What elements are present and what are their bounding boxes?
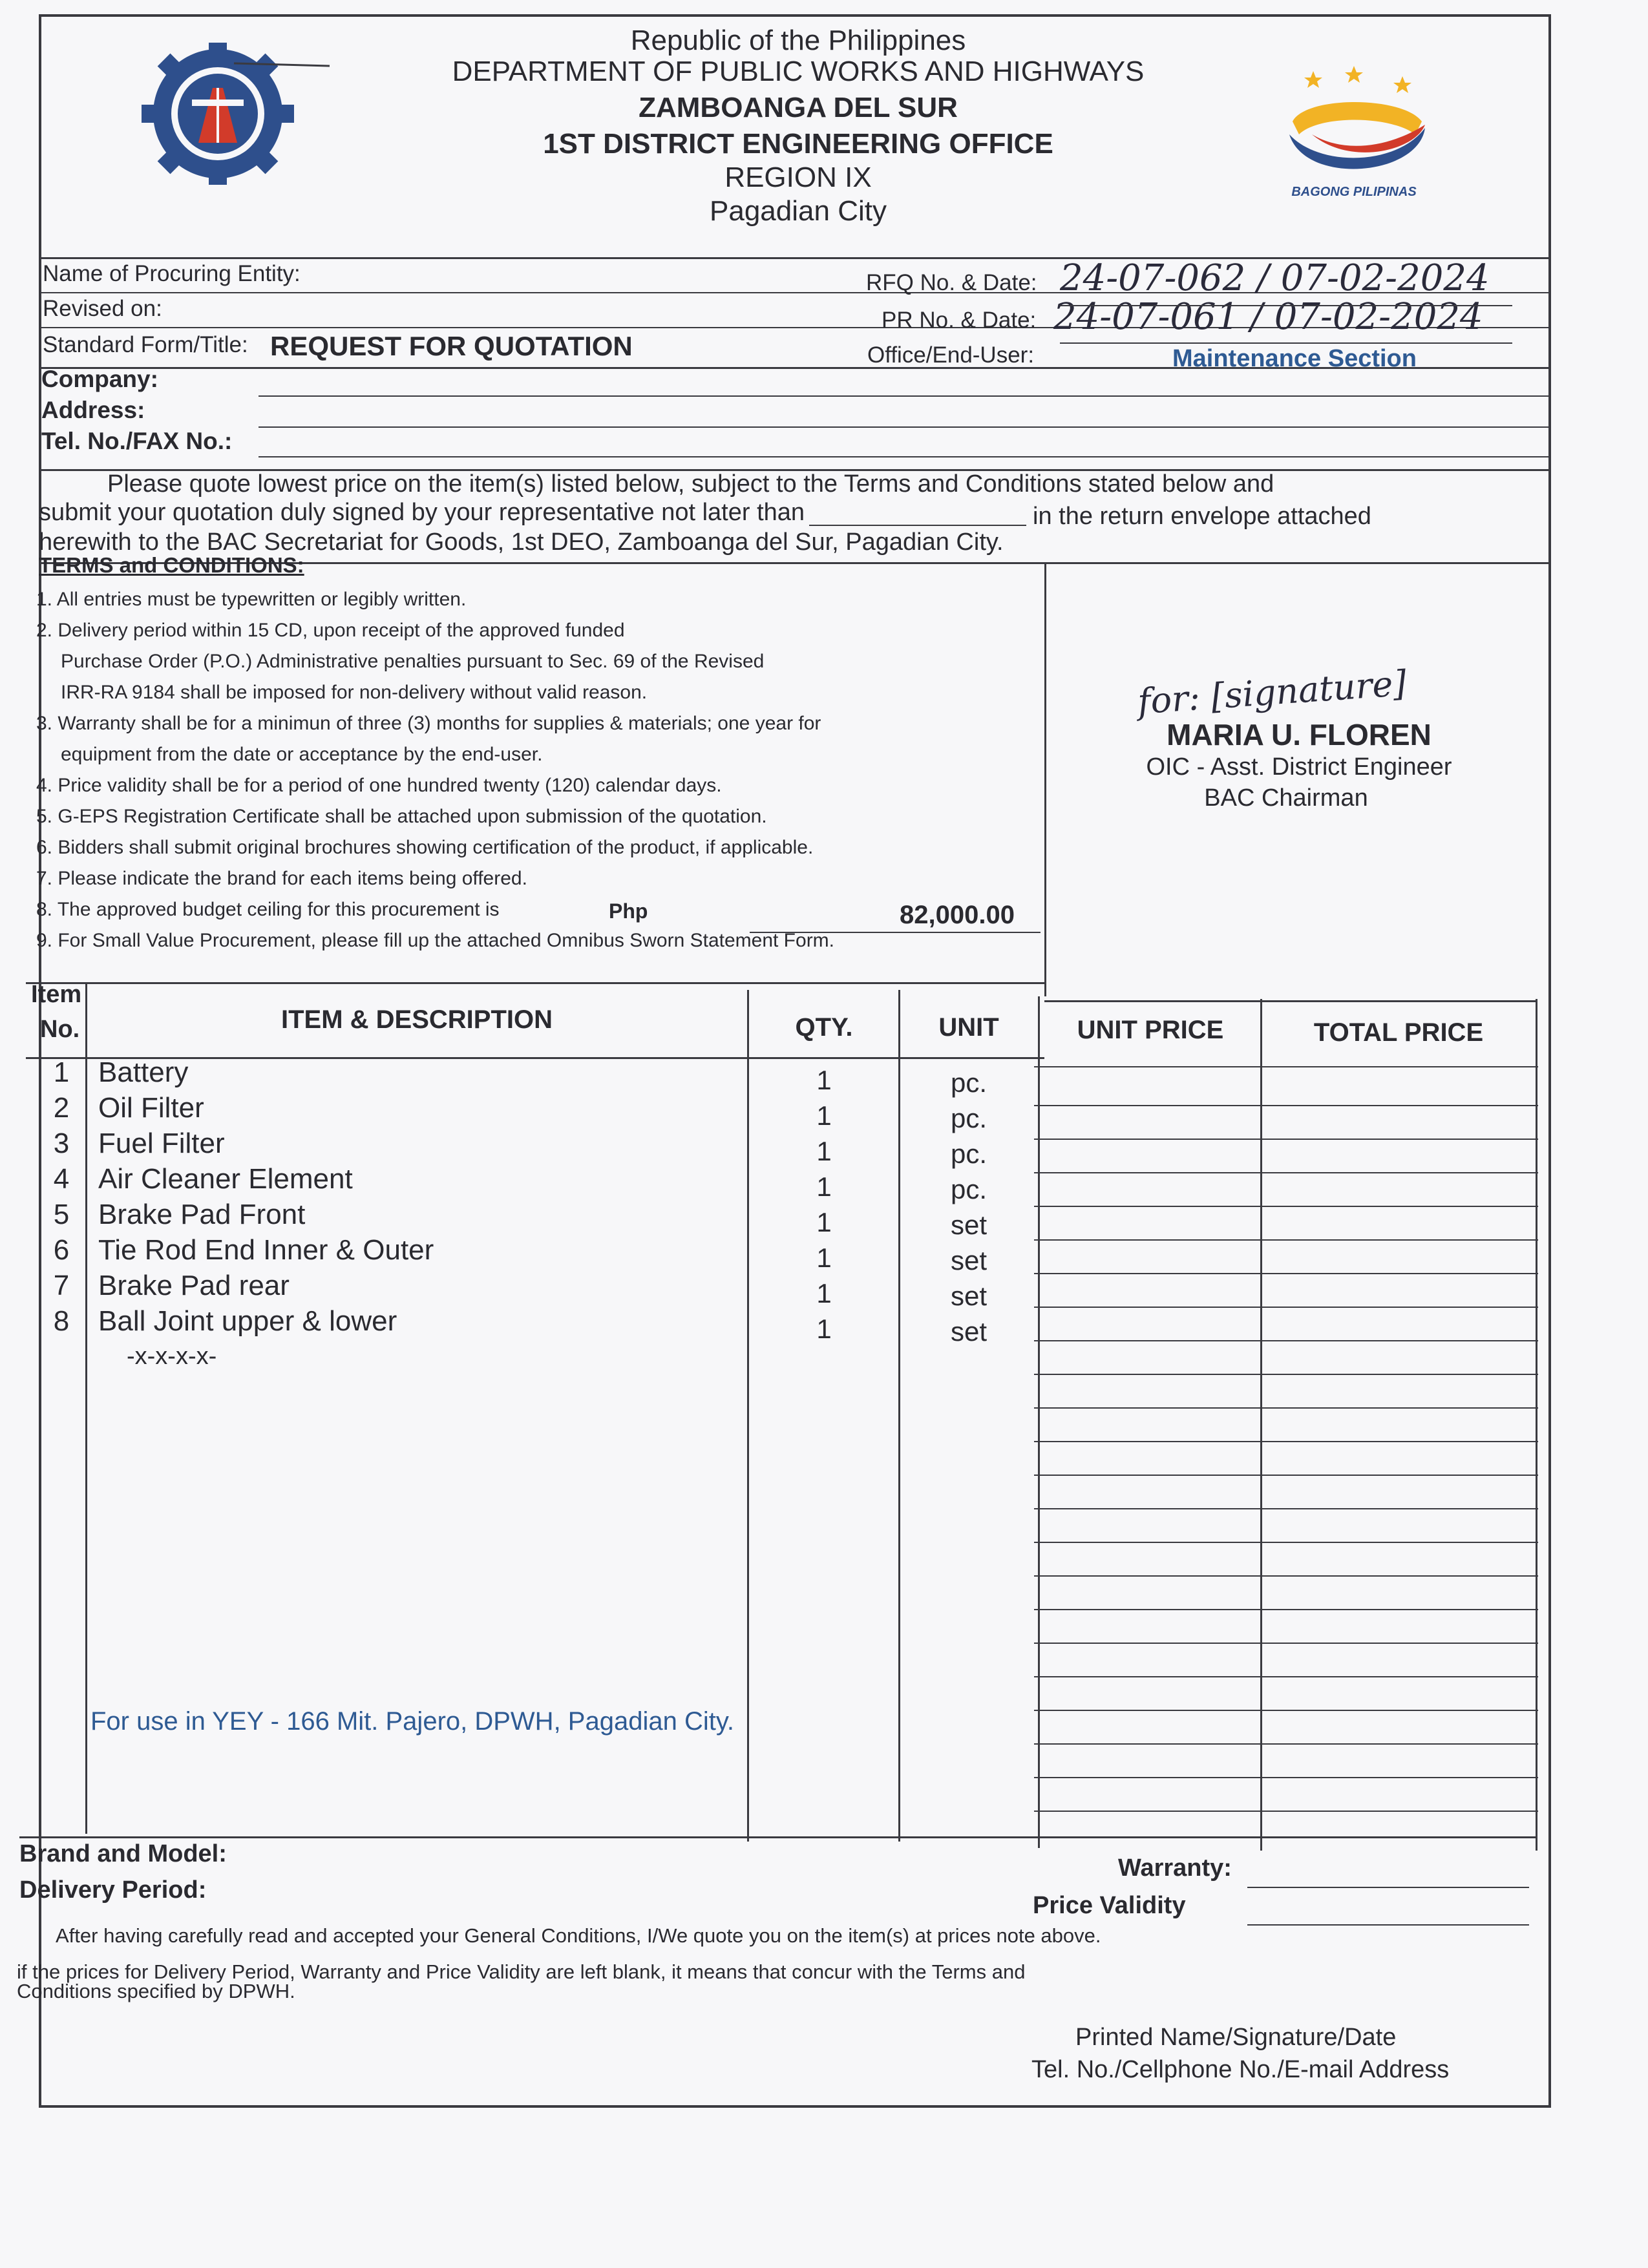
signatory-title-2: BAC Chairman	[1204, 784, 1368, 812]
table-row-description: Tie Rod End Inner & Outer	[98, 1234, 434, 1266]
table-row-qty: 1	[816, 1243, 832, 1273]
table-row-description: Battery	[98, 1056, 189, 1088]
warranty-label: Warranty:	[1118, 1854, 1232, 1882]
item-quantities	[750, 1062, 898, 1347]
table-row-qty: 1	[816, 1100, 832, 1131]
term-line: 6. Bidders shall submit original brochures showing certification of the product, if applicable.	[36, 837, 814, 858]
term-line: Purchase Order (P.O.) Administrative penalties pursuant to Sec. 69 of the Revised	[61, 651, 765, 672]
address-label: Address:	[41, 397, 145, 423]
header-city: Pagadian City	[710, 195, 887, 227]
table-row-no: 5	[53, 1199, 70, 1230]
table-row-no: 6	[53, 1234, 70, 1266]
item-numbers	[39, 1055, 84, 1339]
table-row-unit: set	[950, 1316, 988, 1347]
col-unit-header: UNIT	[938, 1013, 999, 1042]
table-row-unit: pc.	[950, 1067, 988, 1098]
budget-amount: 82,000.00	[900, 901, 1015, 929]
revised-on-label: Revised on:	[43, 296, 162, 321]
term-line: 3. Warranty shall be for a minimun of three (3) months for supplies & materials; one year for	[36, 713, 821, 734]
signatory-title-1: OIC - Asst. District Engineer	[1146, 753, 1452, 781]
term-line: 7. Please indicate the brand for each items being offered.	[36, 868, 527, 889]
bagong-pilipinas-logo	[1267, 63, 1461, 202]
pr-label: PR No. & Date:	[882, 308, 1037, 333]
table-row-description: Fuel Filter	[98, 1128, 225, 1159]
contact-label: Tel. No./Cellphone No./E-mail Address	[1031, 2056, 1450, 2083]
form-title-label: Standard Form/Title:	[43, 332, 248, 357]
tel-fax-label: Tel. No./FAX No.:	[41, 428, 233, 454]
acceptance-line-2: if the prices for Delivery Period, Warranty and Price Validity are left blank, it means that concur with the Terms and	[17, 1960, 1026, 1983]
table-row-unit: set	[950, 1245, 988, 1276]
price-validity-label: Price Validity	[1033, 1892, 1186, 1919]
table-row-qty: 1	[816, 1278, 832, 1308]
col-total-price-header: TOTAL PRICE	[1313, 1018, 1484, 1047]
table-row-unit: set	[950, 1210, 988, 1240]
table-row-no: 3	[53, 1128, 70, 1159]
term-line: 9. For Small Value Procurement, please fill up the attached Omnibus Sworn Statement Form.	[36, 930, 835, 951]
terms-heading: TERMS and CONDITIONS:	[39, 553, 304, 577]
budget-currency: Php	[609, 899, 648, 923]
table-row-unit: pc.	[950, 1174, 988, 1204]
form-title-value: REQUEST FOR QUOTATION	[270, 331, 633, 361]
intro-line-3: herewith to the BAC Secretariat for Goods, 1st DEO, Zamboanga del Sur, Pagadian City.	[39, 529, 1004, 556]
header-region: REGION IX	[724, 162, 872, 193]
table-row-description: Air Cleaner Element	[98, 1163, 353, 1195]
table-row-unit: pc.	[950, 1103, 988, 1133]
rfq-label: RFQ No. & Date:	[866, 270, 1037, 295]
table-row-unit: set	[950, 1281, 988, 1311]
col-item-header: Item	[31, 981, 82, 1008]
item-descriptions	[98, 1055, 745, 1374]
office-end-user-value: Maintenance Section	[1172, 345, 1417, 372]
table-row-qty: 1	[816, 1314, 832, 1344]
header-province: ZAMBOANGA DEL SUR	[639, 92, 958, 123]
dpwh-logo	[137, 43, 331, 185]
col-no-header: No.	[40, 1016, 80, 1043]
office-end-user-label: Office/End-User:	[867, 342, 1035, 368]
usage-note: For use in YEY - 166 Mit. Pajero, DPWH, Pagadian City.	[90, 1707, 734, 1736]
col-unit-price-header: UNIT PRICE	[1077, 1016, 1224, 1044]
table-row-qty: 1	[816, 1171, 832, 1202]
table-row-description: Brake Pad rear	[98, 1270, 290, 1301]
intro-line-2b: in the return envelope attached	[1033, 503, 1371, 530]
term-line: 8. The approved budget ceiling for this procurement is	[36, 899, 500, 920]
rfq-value: 24-07-062 / 07-02-2024	[1060, 257, 1490, 299]
header-office: 1ST DISTRICT ENGINEERING OFFICE	[543, 128, 1053, 160]
pr-value: 24-07-061 / 07-02-2024	[1053, 296, 1483, 338]
table-row-qty: 1	[816, 1207, 832, 1237]
table-row-description: Brake Pad Front	[98, 1199, 306, 1230]
bagong-pilipinas-label: BAGONG PILIPINAS	[1291, 185, 1417, 199]
term-line: 2. Delivery period within 15 CD, upon receipt of the approved funded	[36, 620, 625, 641]
col-description-header: ITEM & DESCRIPTION	[280, 1005, 553, 1034]
company-label: Company:	[41, 366, 158, 392]
table-row-no: 4	[53, 1163, 70, 1195]
header-republic: Republic of the Philippines	[630, 25, 966, 56]
item-units	[901, 1065, 1037, 1349]
term-line: 1. All entries must be typewritten or legibly written.	[36, 589, 467, 610]
signature-label: Printed Name/Signature/Date	[1075, 2024, 1397, 2051]
terms-list	[36, 584, 1038, 956]
brand-model-label: Brand and Model:	[19, 1840, 227, 1867]
table-row-unit: pc.	[950, 1139, 988, 1169]
intro-line-2a: submit your quotation duly signed by your representative not later than	[39, 499, 805, 526]
table-row-description: Ball Joint upper & lower	[98, 1305, 397, 1337]
table-row-no: 7	[53, 1270, 70, 1301]
table-row-description: Oil Filter	[98, 1092, 204, 1124]
procuring-entity-label: Name of Procuring Entity:	[43, 261, 301, 286]
term-line: equipment from the date or acceptance by the end-user.	[61, 744, 543, 765]
delivery-period-label: Delivery Period:	[19, 1876, 207, 1904]
acceptance-line-1: After having carefully read and accepted your General Conditions, I/We quote you on the item(s) at prices note above.	[56, 1924, 1101, 1947]
table-row-qty: 1	[816, 1136, 832, 1166]
header-department: DEPARTMENT OF PUBLIC WORKS AND HIGHWAYS	[452, 56, 1145, 87]
acceptance-line-3: Conditions specified by DPWH.	[17, 1980, 295, 2002]
term-line: 5. G-EPS Registration Certificate shall be attached upon submission of the quotation.	[36, 806, 767, 827]
table-row-qty: 1	[816, 1065, 832, 1095]
term-line: 4. Price validity shall be for a period of one hundred twenty (120) calendar days.	[36, 775, 722, 796]
col-qty-header: QTY.	[795, 1013, 853, 1042]
signatory-handwriting: for: [signature]	[1136, 662, 1408, 722]
intro-line-1: Please quote lowest price on the item(s) listed below, subject to the Terms and Conditions stated below and	[107, 470, 1274, 498]
table-row-no: 8	[53, 1305, 70, 1337]
term-line: IRR-RA 9184 shall be imposed for non-delivery without valid reason.	[61, 682, 648, 703]
table-row-no: 2	[53, 1092, 70, 1124]
table-row-no: 1	[53, 1056, 70, 1088]
list-end-marker: -x-x-x-x-	[127, 1343, 217, 1370]
signatory-name: MARIA U. FLOREN	[1167, 718, 1431, 751]
